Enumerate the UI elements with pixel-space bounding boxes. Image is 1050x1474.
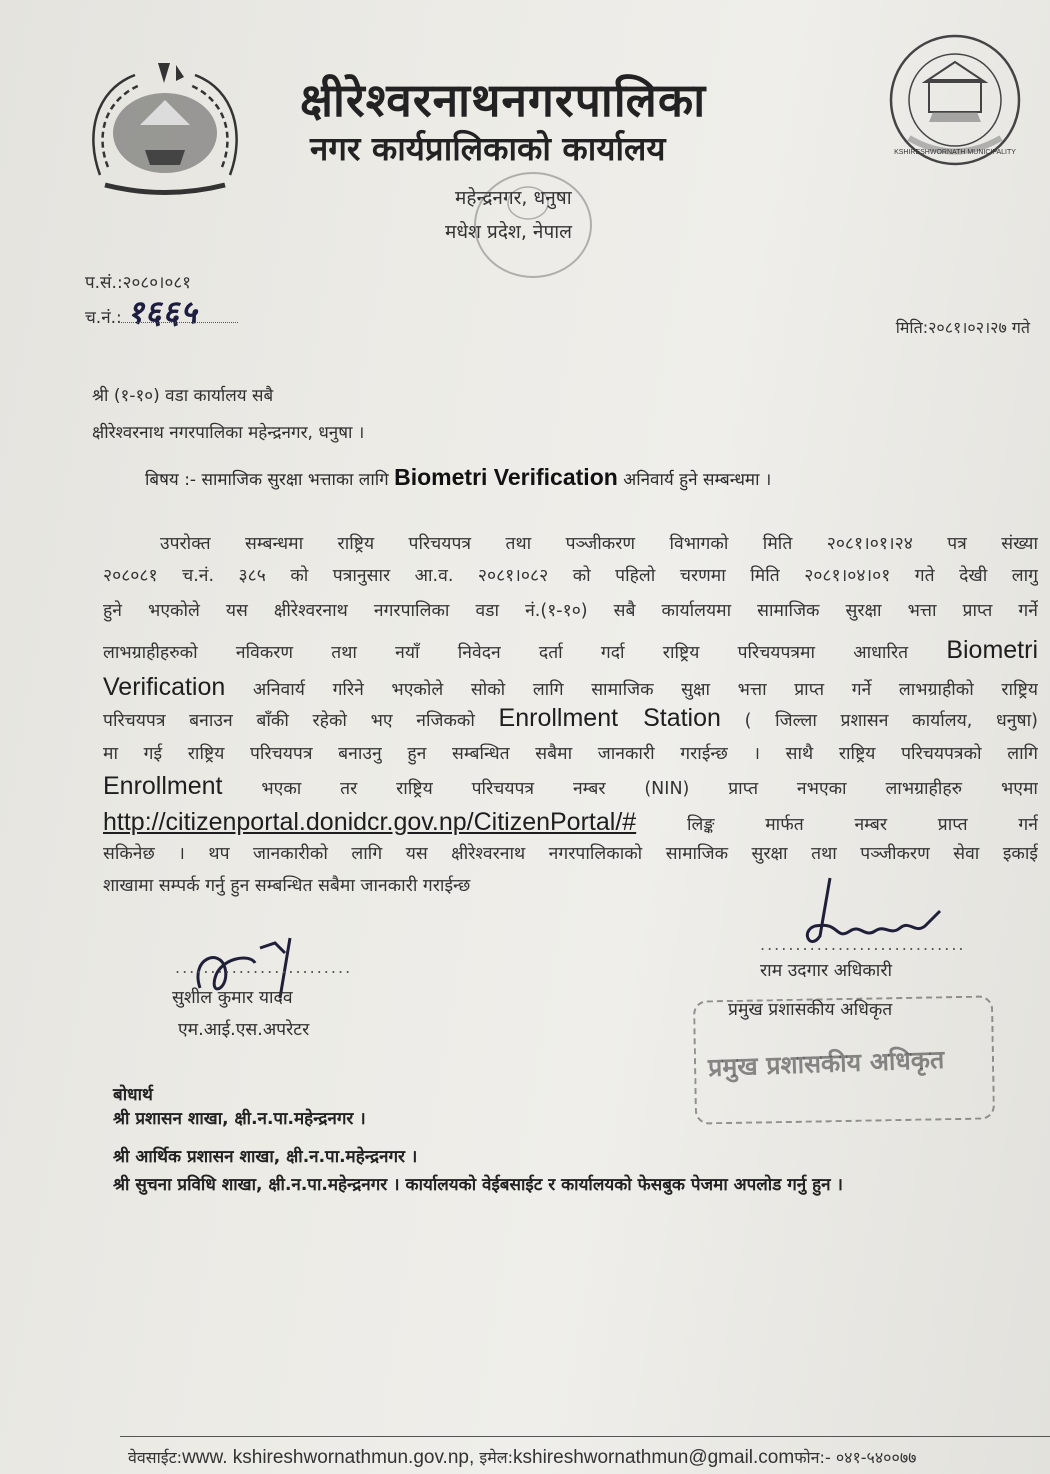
body-text: (NIN) xyxy=(644,779,690,799)
body-text: लिङ्क मार्फत नम्बर प्राप्त गर्न xyxy=(686,815,1038,835)
body-text: लाभग्राहीहरुको नविकरण तथा नयाँ निवेदन दर्ता गर्दा राष्ट्रिय परिचयपत्रमा आधारित xyxy=(103,643,909,663)
subject-emphasis: Biometri Verification xyxy=(394,464,618,490)
right-signatory-title: प्रमुख प्रशासकीय अधिकृत xyxy=(728,1000,893,1020)
body-text: भएका तर राष्ट्रिय परिचयपत्र नम्बर xyxy=(261,779,606,799)
stamp-text: प्रमुख प्रशासकीय अधिकृत xyxy=(707,1044,945,1083)
chalani-row xyxy=(85,290,198,333)
signature-dots: ............................. xyxy=(760,935,966,954)
body-text: ( जिल्ला प्रशासन कार्यालय, धनुषा) xyxy=(744,711,1038,731)
cc-item: श्री आर्थिक प्रशासन शाखा, क्षी.न.पा.महेन्द्रनगर । xyxy=(113,1147,418,1167)
cc-heading: बोधार्थ xyxy=(113,1085,153,1105)
body-text: परिचयपत्र बनाउन बाँकी रहेको भए नजिकको xyxy=(103,711,475,731)
email-label: इमेल: xyxy=(479,1448,514,1467)
patra-sankhya: प.सं.:२०८०।०८१ xyxy=(85,273,192,293)
body-text: अनिवार्य गरिने भएकोले सोको लागि सामाजिक सुक्षा भत्ता प्राप्त गर्ने लाभग्राहीको राष्ट्रिय xyxy=(252,680,1038,700)
phone-number: ०४१-५४००७७ xyxy=(835,1448,917,1467)
cc-item: श्री सुचना प्रविधि शाखा, क्षी.न.पा.महेन्द्रनगर । कार्यालयको वेईबसाईट र कार्यालयको फेसबुक पेजमा अपलोड गर्नु हुन । xyxy=(113,1175,843,1195)
chalani-number: १६६५ xyxy=(127,293,198,331)
cc-item: श्री प्रशासन शाखा, क्षी.न.पा.महेन्द्रनगर । xyxy=(113,1109,366,1129)
body-latin: Enrollment Station xyxy=(498,704,721,732)
letterhead-title: क्षीरेश्वरनाथनगरपालिका xyxy=(300,73,707,127)
footer-contact xyxy=(128,1446,916,1469)
right-signatory-name: राम उदगार अधिकारी xyxy=(760,961,893,981)
seal-text: KSHIRESHWORNATH MUNICIPALITY xyxy=(894,149,1016,156)
body-latin: Verification xyxy=(103,673,226,701)
left-signatory-title: एम.आई.एस.अपरेटर xyxy=(178,1020,310,1040)
phone-label: फोन:- xyxy=(794,1448,831,1467)
body-line: उपरोक्त सम्बन्धमा राष्ट्रिय परिचयपत्र तथा पञ्जीकरण विभागको मिति २०८१।०१।२४ पत्र संख्या xyxy=(160,534,1038,554)
body-line: हुने भएकोले यस क्षीरेश्वरनाथ नगरपालिका वडा नं.(१-१०) सबै कार्यालयमा सामाजिक सुरक्षा भत्ता प्राप्त गर्ने xyxy=(103,601,1038,621)
body-line xyxy=(103,673,1038,705)
chalani-label: च.नं.: xyxy=(85,308,122,328)
subject-suffix: अनिवार्य हुने सम्बन्धमा । xyxy=(623,470,772,490)
footer-divider xyxy=(120,1436,1050,1437)
recipient-line-2: क्षीरेश्वरनाथ नगरपालिका महेन्द्रनगर, धनुषा । xyxy=(92,423,365,443)
body-text: प्राप्त नभएका लाभग्राहीहरु भएमा xyxy=(728,779,1038,799)
body-line xyxy=(103,772,1038,804)
citizen-portal-link[interactable]: http://citizenportal.donidcr.gov.np/CitizenPortal/# xyxy=(103,808,637,836)
body-line: सकिनेछ । थप जानकारीको लागि यस क्षीरेश्वरनाथ नगरपालिकाको सामाजिक सुरक्षा तथा पञ्जीकरण सेवा इकाई xyxy=(103,844,1038,864)
municipality-seal-icon xyxy=(885,30,1025,170)
body-line: मा गई राष्ट्रिय परिचयपत्र बनाउनु हुन सम्बन्धित सबैमा जानकारी गराईन्छ । साथै राष्ट्रिय परिचयपत्रको लागि xyxy=(103,744,1038,764)
address-line-1: महेन्द्रनगर, धनुषा xyxy=(455,187,572,209)
body-latin: Enrollment xyxy=(103,772,223,800)
body-line: शाखामा सम्पर्क गर्नु हुन सम्बन्धित सबैमा जानकारी गराईन्छ xyxy=(103,876,471,896)
left-signatory-name: सुशील कुमार यादव xyxy=(172,988,293,1008)
chalani-underline xyxy=(118,322,238,323)
letter-date: मिति:२०८१।०२।२७ गते xyxy=(895,318,1030,337)
letterhead-subtitle: नगर कार्यप्रालिकाको कार्यालय xyxy=(310,129,666,168)
body-line xyxy=(103,704,1038,736)
address-line-2: मधेश प्रदेश, नेपाल xyxy=(445,221,573,243)
recipient-line-1: श्री (१-१०) वडा कार्यालय सबै xyxy=(92,386,274,406)
body-line xyxy=(103,808,1038,840)
body-latin: Biometri xyxy=(946,636,1038,664)
nepal-emblem-icon xyxy=(80,55,250,205)
email-link[interactable]: kshireshwornathmun@gmail.com xyxy=(513,1447,795,1468)
website-label: वेवसाईट: xyxy=(128,1448,183,1467)
signature-dots: ......................... xyxy=(175,958,353,977)
subject-prefix: बिषय :- सामाजिक सुरक्षा भत्ताका लागि xyxy=(145,470,389,490)
office-round-stamp xyxy=(468,165,598,285)
website-link[interactable]: www. kshireshwornathmun.gov.np, xyxy=(182,1447,475,1468)
subject-line xyxy=(145,464,771,491)
body-line: २०८०८१ च.नं. ३८५ को पत्रानुसार आ.व. २०८१।०८२ को पहिलो चरणमा मिति २०८१।०४।०१ गते देखी लागु xyxy=(103,566,1038,586)
body-line xyxy=(103,636,1038,668)
